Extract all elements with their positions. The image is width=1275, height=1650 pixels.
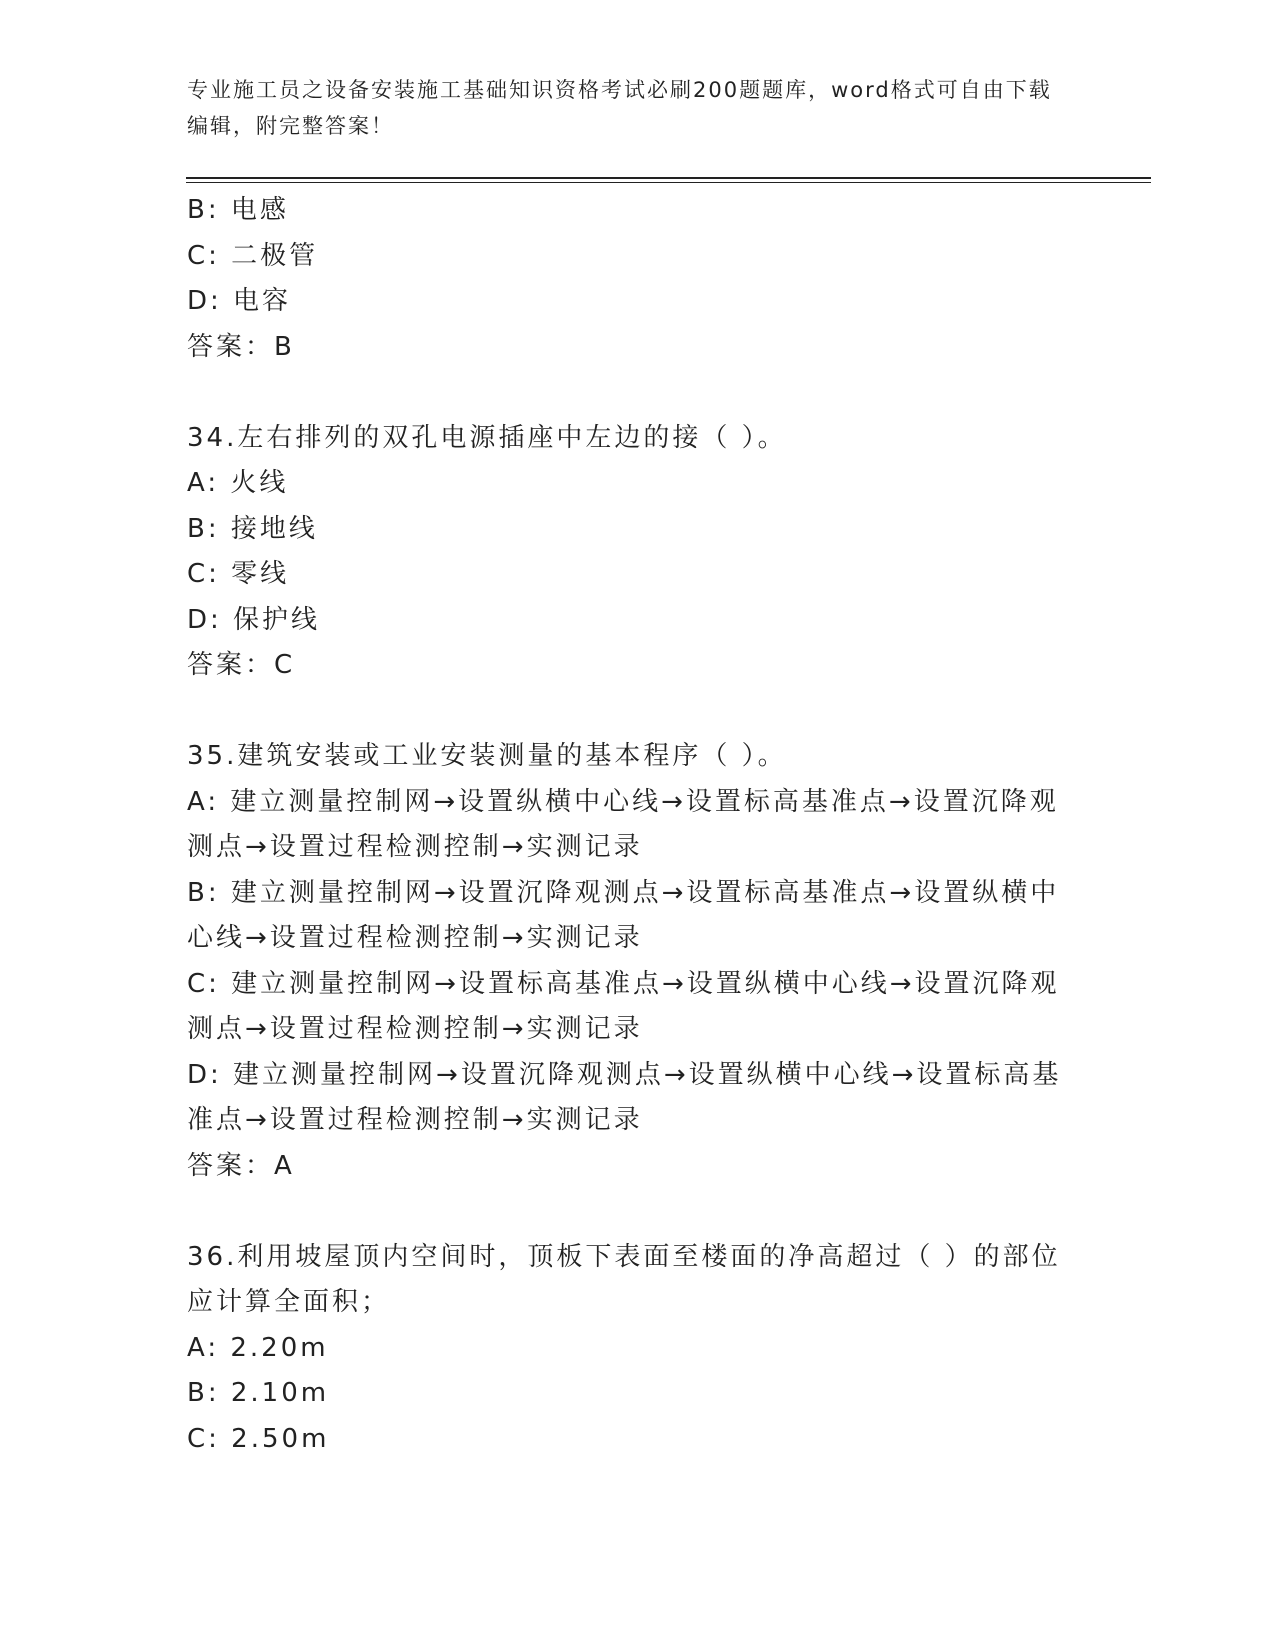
answer-35: 答案：A	[187, 1150, 295, 1181]
question-36-stem: 36.利用坡屋顶内空间时，顶板下表面至楼面的净高超过（ ）的部位应计算全面积；	[187, 1241, 1061, 1317]
question-36-option-b: B: 2.10m	[187, 1378, 330, 1408]
answer-33: 答案：B	[187, 331, 295, 362]
header-rule-thin	[186, 182, 1151, 183]
question-34-option-d: D: 保护线	[187, 604, 321, 635]
option-d: D: 电容	[187, 286, 292, 316]
question-35-option-c: C: 建立测量控制网→设置标高基准点→设置纵横中心线→设置沉降观测点→设置过程检测控制→实测记录	[187, 968, 1060, 1044]
question-35-option-b: B: 建立测量控制网→设置沉降观测点→设置标高基准点→设置纵横中心线→设置过程检测控制→实测记录	[187, 877, 1060, 953]
question-35-stem: 35.建筑安装或工业安装测量的基本程序（ ）。	[187, 741, 787, 771]
question-36-option-c: C: 2.50m	[187, 1423, 330, 1454]
question-34-option-c: C: 零线	[187, 559, 290, 589]
option-c: C: 二极管	[187, 240, 319, 271]
question-34-option-a: A: 火线	[187, 468, 289, 498]
document-header: 专业施工员之设备安装施工基础知识资格考试必刷200题题库，word格式可自由下载编辑，附完整答案！	[187, 78, 1052, 138]
question-34-option-b: B: 接地线	[187, 513, 318, 544]
question-35-option-d: D: 建立测量控制网→设置沉降观测点→设置纵横中心线→设置标高基准点→设置过程检测控制→实测记录	[187, 1059, 1062, 1135]
question-35-option-a: A: 建立测量控制网→设置纵横中心线→设置标高基准点→设置沉降观测点→设置过程检测控制→实测记录	[187, 786, 1059, 862]
header-rule-thick	[186, 177, 1151, 179]
option-b: B: 电感	[187, 195, 289, 225]
answer-34: 答案：C	[187, 650, 296, 680]
document-body	[187, 188, 1087, 1462]
question-34-stem: 34.左右排列的双孔电源插座中左边的接（ ）。	[187, 422, 787, 453]
question-36-option-a: A: 2.20m	[187, 1332, 329, 1363]
